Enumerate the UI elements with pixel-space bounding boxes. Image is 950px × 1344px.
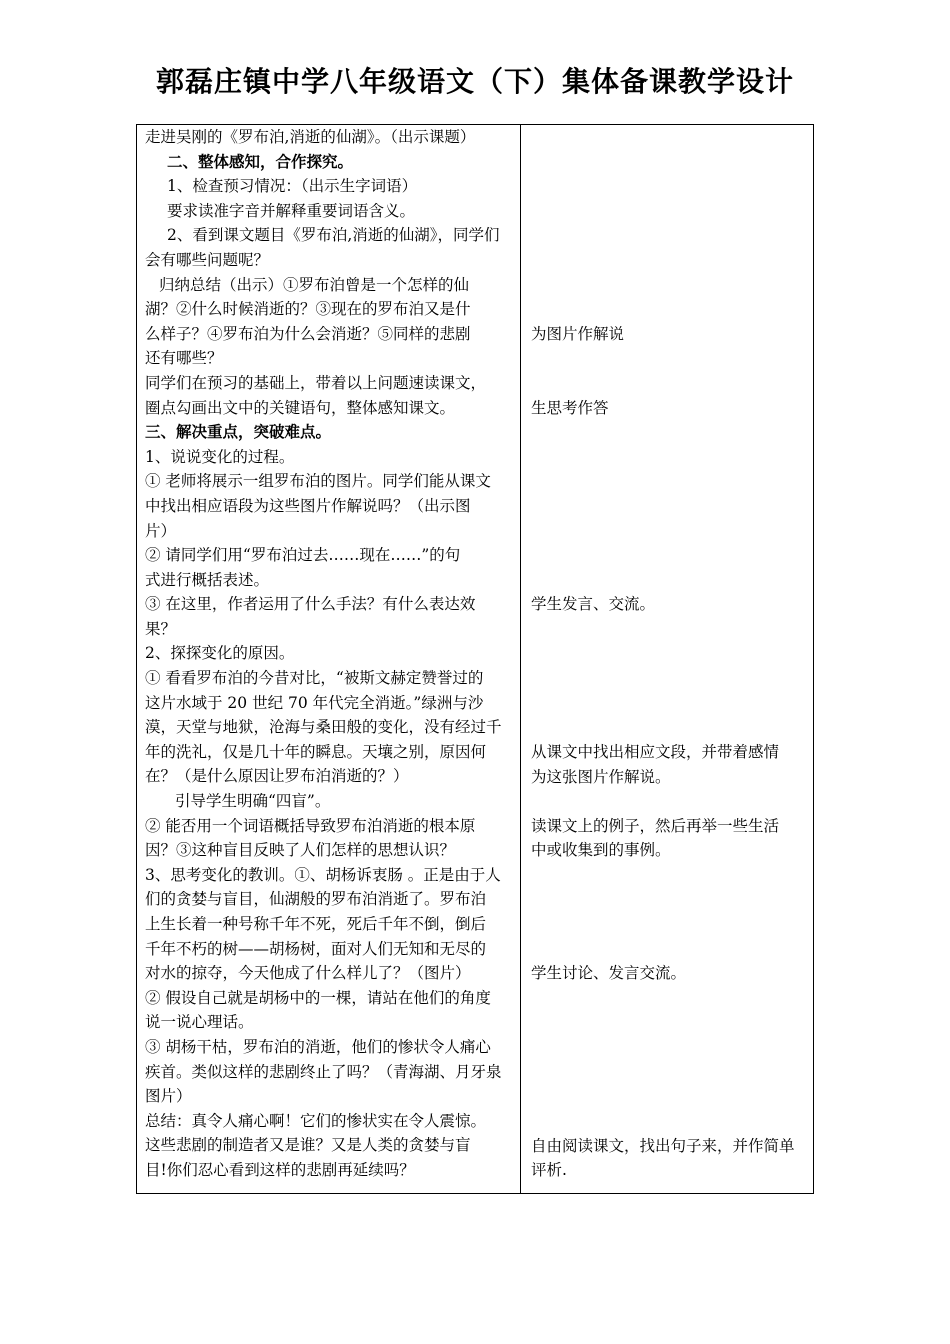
lesson-text-line: 漠，天堂与地狱，沧海与桑田般的变化，没有经过千 [145,718,502,737]
lesson-text-line: 2、看到课文题目《罗布泊,消逝的仙湖》，同学们 [167,226,500,245]
student-activity-note [531,740,807,789]
lesson-text-line: 同学们在预习的基础上，带着以上问题速读课文， [145,373,487,392]
student-activity-line: 为图片作解说 [531,324,625,343]
lesson-text-line: 湖？②什么时候消逝的？③现在的罗布泊又是什 [145,300,471,319]
student-activity-note [531,396,807,421]
student-activity-line: 学生发言、交流。 [531,595,656,614]
student-activity-note [531,961,807,986]
lesson-text-line: 们的贪婪与盲目，仙湖般的罗布泊消逝了。罗布泊 [145,890,487,909]
lesson-text-line: 目!你们忍心看到这样的悲剧再延续吗？ [145,1160,415,1179]
lesson-text-line: 在？（是什么原因让罗布泊消逝的？） [145,767,409,786]
lesson-text-line: 果？ [145,619,177,638]
student-activity-line: 中或收集到的事例。 [531,841,671,860]
lesson-text-line: ② 能否用一个词语概括导致罗布泊消逝的根本原 [145,816,476,835]
lesson-text-line: 1、检查预习情况：（出示生字词语） [167,177,418,196]
lesson-text-line: 二、整体感知，合作探究。 [167,152,354,171]
lesson-text-line: 2、探探变化的原因。 [145,644,295,663]
lesson-text-line: 要求读准字音并解释重要词语含义。 [167,201,416,220]
lesson-text-line: ① 老师将展示一组罗布泊的图片。同学们能从课文 [145,472,491,491]
student-activity-note [531,592,807,617]
lesson-text-line: 三、解决重点，突破难点。 [145,423,332,442]
student-activity-note [531,1134,807,1183]
lesson-text-line: 上生长着一种号称千年不死，死后千年不倒，倒后 [145,915,487,933]
lesson-text-line: 疾首。类似这样的悲剧终止了吗？（青海湖、月牙泉 [145,1062,502,1081]
student-activity-note [531,814,807,863]
lesson-text-line: ② 假设自己就是胡杨中的一棵，请站在他们的角度 [145,988,491,1007]
student-activity-line: 评析. [531,1161,567,1180]
lesson-text-line: 还有哪些？ [145,349,223,368]
student-activity-line: 生思考作答 [531,398,609,417]
lesson-text-line: 1、说说变化的过程。 [145,447,295,466]
lesson-text-line: 千年不朽的树——胡杨树，面对人们无知和无尽的 [145,939,487,958]
student-activity-column [521,125,813,1193]
lesson-text-line: 这片水域于 20 世纪 70 年代完全消逝。”绿洲与沙 [145,693,484,712]
student-activity-line: 读课文上的例子，然后再举一些生活 [531,816,780,835]
lesson-text-line: ③ 在这里，作者运用了什么手法？有什么表达效 [145,595,476,614]
student-activity-line: 自由阅读课文，找出句子来，并作简单 [531,1136,795,1155]
student-activity-line: 为这张图片作解说。 [531,767,671,786]
student-activity-line: 从课文中找出相应文段，并带着感情 [531,743,780,761]
lesson-text-line: 式进行概括表述。 [145,570,270,589]
lesson-text-line: 引导学生明确“四盲”。 [175,792,331,811]
lesson-text-line: 中找出相应语段为这些图片作解说吗？（出示图 [145,496,471,515]
lesson-text-line: 年的洗礼，仅是几十年的瞬息。天壤之别，原因何 [145,742,487,761]
page-title: 郭磊庄镇中学八年级语文（下）集体备课教学设计 [155,65,794,98]
lesson-text-line: 会有哪些问题呢？ [145,250,270,269]
lesson-text-line: 总结：真令人痛心啊！它们的惨状实在令人震惊。 [145,1111,487,1130]
lesson-text-line: 说一说心理话。 [145,1013,254,1032]
lesson-text-line: 片） [145,521,177,540]
lesson-text-line: ③ 胡杨干枯，罗布泊的消逝，他们的惨状令人痛心 [145,1037,491,1056]
teacher-activity-column [137,125,521,1193]
lesson-text-line: 图片） [145,1087,192,1106]
lesson-text-line: 么样子？④罗布泊为什么会消逝？⑤同样的悲剧 [145,324,471,343]
lesson-text-line: 3、思考变化的教训。①、胡杨诉衷肠 。正是由于人 [145,865,501,884]
lesson-text-line: 走进吴刚的《罗布泊,消逝的仙湖》。（出示课题） [145,128,476,146]
lesson-text-line: 因？③这种盲目反映了人们怎样的思想认识？ [145,841,456,860]
lesson-text-line: 圈点勾画出文中的关键语句，整体感知课文。 [145,398,456,417]
lesson-text-line: 归纳总结（出示）①罗布泊曾是一个怎样的仙 [159,275,470,294]
lesson-plan-table [136,124,814,1194]
lesson-text-line: 这些悲剧的制造者又是谁？又是人类的贪婪与盲 [145,1136,471,1155]
lesson-text-line: ① 看看罗布泊的今昔对比，“被斯文赫定赞誉过的 [145,669,484,688]
lesson-text-line: 对水的掠夺，今天他成了什么样儿了？（图片） [145,964,471,983]
lesson-text-line: ② 请同学们用“罗布泊过去……现在……”的句 [145,546,461,565]
student-activity-note [531,322,807,347]
student-activity-line: 学生讨论、发言交流。 [531,964,687,983]
